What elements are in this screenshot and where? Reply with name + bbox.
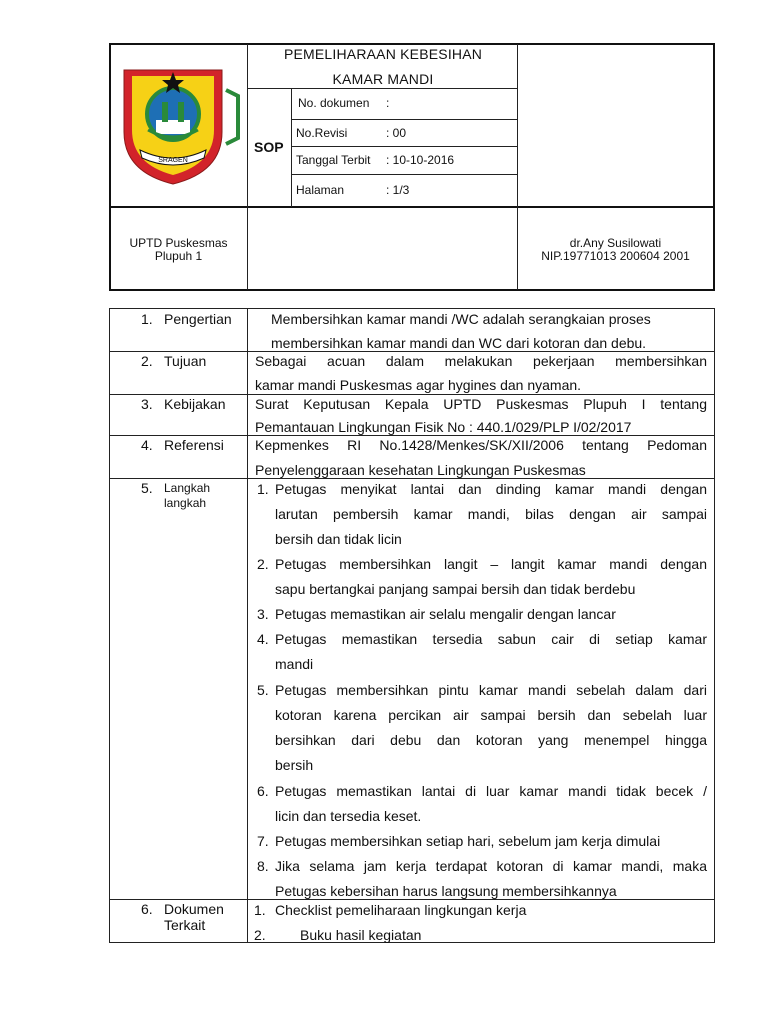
signer-nip: NIP.19771013 200604 2001: [541, 249, 690, 263]
step-1-line1: Petugas menyikat lantai dan dinding kamar mandi dengan: [275, 481, 707, 497]
section-5-label-line2: langkah: [164, 496, 207, 510]
step-7-line1: Petugas membersihkan setiap hari, sebelum jam kerja dimulai: [275, 833, 661, 849]
step-8-line1: Jika selama jam kerja terdapat kotoran di kamar mandi, maka: [275, 858, 707, 874]
step-5-line2: kotoran karena percikan air sampai bersih dan sebelah luar: [275, 707, 707, 723]
step-1-number: 1.: [257, 481, 269, 497]
field-value-no-revisi: : 00: [386, 126, 407, 140]
section-3-number: 3.: [141, 396, 153, 412]
field-label-halaman: Halaman: [296, 183, 345, 197]
sop-label: SOP: [254, 139, 284, 155]
step-4-line2: mandi: [275, 656, 314, 672]
field-value-halaman: : 1/3: [386, 183, 410, 197]
step-7-number: 7.: [257, 833, 269, 849]
step-5-line4: bersih: [275, 757, 314, 773]
section-6-item-1-text: Checklist pemeliharaan lingkungan kerja: [275, 902, 527, 918]
step-5-line3: bersihkan dari debu dan kotoran yang menempel hingga: [275, 732, 707, 748]
section-6-item-2-text: Buku hasil kegiatan: [300, 927, 422, 943]
section-1-label: Pengertian: [164, 311, 232, 327]
signer-name: dr.Any Susilowati: [569, 236, 662, 250]
step-6-line1: Petugas memastikan lantai di luar kamar mandi tidak becek /: [275, 783, 707, 799]
step-6-line2: licin dan tersedia keset.: [275, 808, 422, 824]
step-5-line1: Petugas membersihkan pintu kamar mandi sebelah dalam dari: [275, 682, 707, 698]
section-6-label-line2: Terkait: [164, 917, 206, 933]
step-3-line1: Petugas memastikan air selalu mengalir dengan lancar: [275, 606, 616, 622]
section-2-number: 2.: [141, 353, 153, 369]
section-1-text-line2: membersihkan kamar mandi dan WC dari kotoran dan debu.: [271, 335, 647, 351]
sragen-logo: [118, 62, 243, 187]
field-value-tanggal-terbit: : 10-10-2016: [386, 153, 455, 167]
doc-title-line2: KAMAR MANDI: [332, 71, 434, 87]
field-label-no-dokumen: No. dokumen: [298, 96, 370, 110]
section-3-text-line2: Pemantauan Lingkungan Fisik No : 440.1/029/PLP I/02/2017: [255, 419, 632, 435]
section-4-number: 4.: [141, 437, 153, 453]
section-3-label: Kebijakan: [164, 396, 226, 412]
section-5-label-line1: Langkah: [164, 481, 211, 495]
section-2-text-line1: Sebagai acuan dalam melakukan pekerjaan membersihkan: [255, 353, 707, 369]
section-4-text-line1: Kepmenkes RI No.1428/Menkes/SK/XII/2006 tentang Pedoman: [255, 437, 707, 453]
org-name-line1: UPTD Puskesmas: [129, 236, 228, 250]
section-4-label: Referensi: [164, 437, 224, 453]
doc-title-line1: PEMELIHARAAN KEBESIHAN: [283, 46, 483, 62]
step-5-number: 5.: [257, 682, 269, 698]
field-value-no-dokumen: :: [386, 96, 390, 110]
section-6-item-1-number: 1.: [254, 902, 266, 918]
section-6-number: 6.: [141, 901, 153, 917]
step-2-number: 2.: [257, 556, 269, 572]
section-2-label: Tujuan: [164, 353, 207, 369]
section-5-number: 5.: [141, 480, 153, 496]
field-label-no-revisi: No.Revisi: [296, 126, 348, 140]
step-6-number: 6.: [257, 783, 269, 799]
section-6-label-line1: Dokumen: [164, 901, 224, 917]
step-2-line2: sapu bertangkai panjang sampai bersih dan tidak berdebu: [275, 581, 636, 597]
step-1-line3: bersih dan tidak licin: [275, 531, 402, 547]
step-4-line1: Petugas memastikan tersedia sabun cair di setiap kamar: [275, 631, 707, 647]
section-6-item-2-number: 2.: [254, 927, 266, 943]
section-3-text-line1: Surat Keputusan Kepala UPTD Puskesmas Plupuh I tentang: [255, 396, 707, 412]
step-2-line1: Petugas membersihkan langit – langit kamar mandi dengan: [275, 556, 707, 572]
field-label-tanggal-terbit: Tanggal Terbit: [296, 153, 371, 167]
org-name-line2: Plupuh 1: [154, 249, 203, 263]
logo-text: SRAGEN: [158, 157, 188, 164]
section-2-text-line2: kamar mandi Puskesmas agar hygines dan nyaman.: [255, 377, 582, 393]
step-8-line2: Petugas kebersihan harus langsung membersihkannya: [275, 883, 617, 899]
step-3-number: 3.: [257, 606, 269, 622]
step-4-number: 4.: [257, 631, 269, 647]
step-8-number: 8.: [257, 858, 269, 874]
section-4-text-line2: Penyelenggaraan kesehatan Lingkungan Puskesmas: [255, 462, 586, 478]
section-1-text-line1: Membersihkan kamar mandi /WC adalah serangkaian proses: [271, 311, 651, 327]
step-1-line2: larutan pembersih kamar mandi, bilas dengan air sampai: [275, 506, 707, 522]
section-1-number: 1.: [141, 311, 153, 327]
